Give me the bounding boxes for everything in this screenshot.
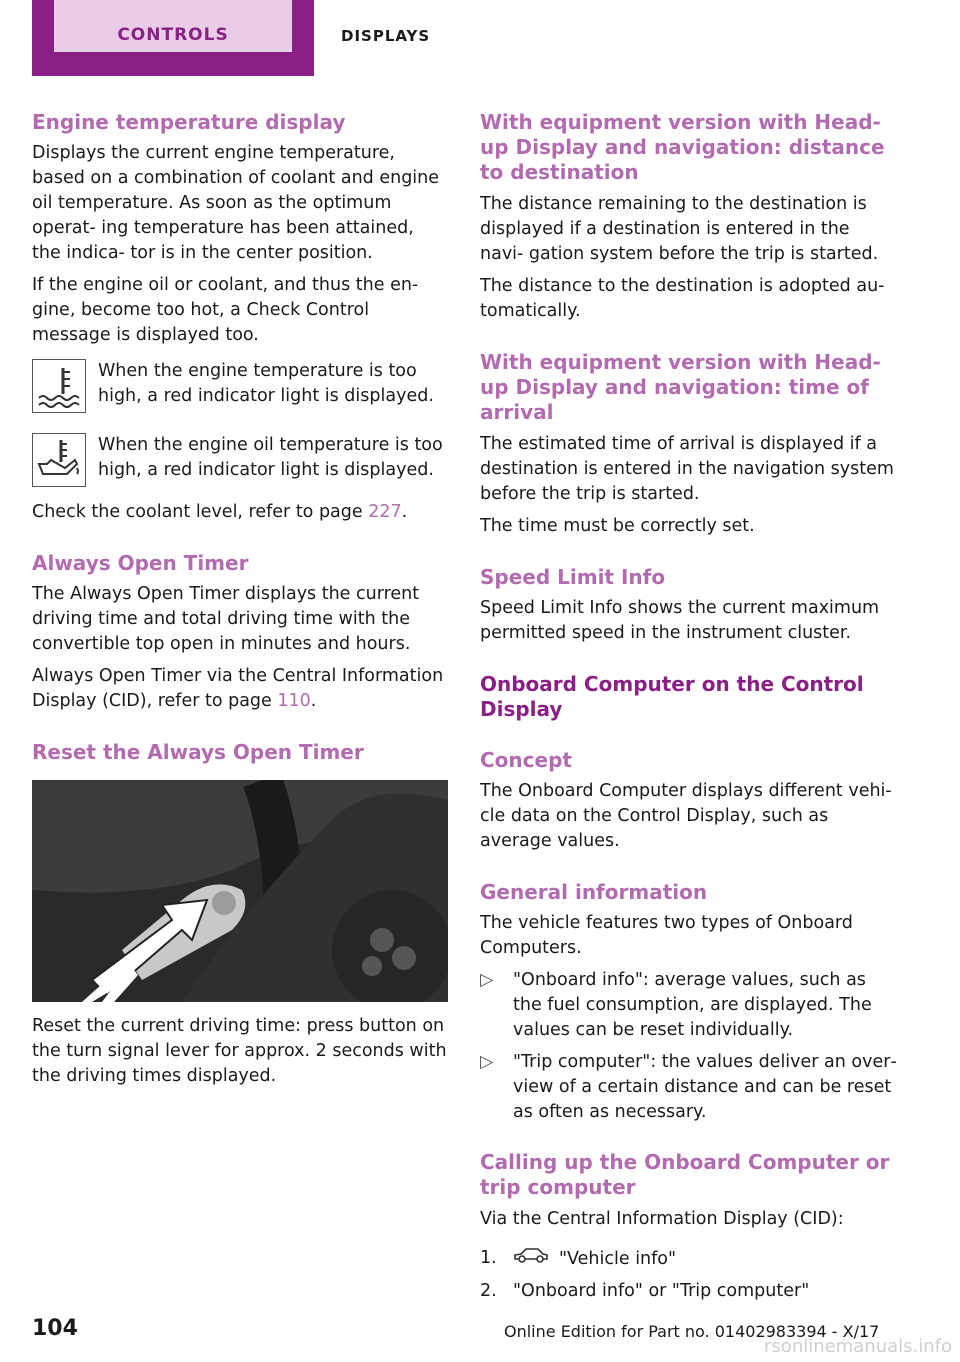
coolant-temperature-icon — [32, 359, 86, 413]
paragraph: Speed Limit Info shows the current maximum permitted speed in the instrument cluster. — [480, 598, 880, 643]
triangle-bullet-icon: ▷ — [480, 970, 494, 990]
oil-temperature-icon — [32, 433, 86, 487]
indicator-description: When the engine temperature is too high, a red indicator light is displayed. — [98, 361, 434, 406]
paragraph: The estimated time of arrival is displayed if a destination is entered in the navigation system before the trip is started. — [480, 434, 894, 504]
steering-wheel-photo — [32, 780, 448, 1002]
triangle-bullet-icon: ▷ — [480, 1052, 494, 1072]
heading-speed-limit-info: Speed Limit Info — [480, 565, 666, 589]
page-link-110[interactable]: 110 — [277, 691, 311, 711]
paragraph: The distance to the destination is adopted au‐ tomatically. — [480, 276, 885, 321]
indicator-oil-temp — [32, 433, 448, 487]
indicator-description: When the engine oil temperature is too high, a red indicator light is displayed. — [98, 435, 443, 480]
heading-calling-up: Calling up the Onboard Computer or trip computer — [480, 1150, 890, 1199]
paragraph-cid-ref: Always Open Timer via the Central Information Display (CID), refer to page 110. — [32, 666, 444, 711]
chapter-tab-label-box — [54, 0, 292, 52]
edition-footer: Online Edition for Part no. 01402983394 - X/17 — [504, 1322, 880, 1341]
right-column — [480, 110, 898, 1311]
paragraph: The Onboard Computer displays different vehi‐ cle data on the Control Display, such as average values. — [480, 781, 892, 851]
steps-list — [480, 1246, 898, 1304]
indicator-engine-temp — [32, 359, 448, 413]
paragraph: Displays the current engine temperature, based on a combination of coolant and engine oil temperature. As soon as the optimum operat‐ ing temperature has been attained, the indica‐ tor is in the center position. — [32, 143, 440, 263]
list-item: ▷ "Trip computer": the values deliver an over‐ view of a certain distance and can be reset as often as necessary. — [480, 1052, 897, 1122]
heading-always-open-timer: Always Open Timer — [32, 551, 249, 575]
bullet-list — [480, 968, 898, 1125]
watermark: rsonlinemanuals.info — [764, 1336, 952, 1357]
heading-onboard-computer: Onboard Computer on the Control Display — [480, 672, 864, 721]
heading-reset-timer: Reset the Always Open Timer — [32, 740, 364, 764]
paragraph: The vehicle features two types of Onboard Computers. — [480, 913, 853, 958]
paragraph: If the engine oil or coolant, and thus the en‐ gine, become too hot, a Check Control message is displayed too. — [32, 275, 419, 345]
paragraph: The Always Open Timer displays the current driving time and total driving time with the convertible top open in minutes and hours. — [32, 584, 420, 654]
heading-concept: Concept — [480, 748, 572, 772]
heading-time-of-arrival: With equipment version with Head-up Display and navigation: time of arrival — [480, 350, 881, 424]
left-column — [32, 110, 448, 1089]
section-tab-label: DISPLAYS — [341, 27, 431, 45]
heading-engine-temperature: Engine temperature display — [32, 110, 346, 134]
heading-distance-destination: With equipment version with Head-up Display and navigation: distance to destination — [480, 110, 885, 184]
chapter-tab — [32, 0, 314, 76]
paragraph: The time must be correctly set. — [480, 516, 755, 536]
paragraph: Via the Central Information Display (CID): — [480, 1209, 844, 1229]
paragraph: The distance remaining to the destination is displayed if a destination is entered in the navi‐ gation system before the trip is started. — [480, 194, 879, 264]
page-number: 104 — [32, 1316, 78, 1341]
heading-general-information: General information — [480, 880, 708, 904]
list-item: 1. "Vehicle info" — [480, 1246, 898, 1272]
list-item: ▷ "Onboard info": average values, such as the fuel consumption, are displayed. The values can be reset individually. — [480, 970, 872, 1040]
paragraph-coolant-ref: Check the coolant level, refer to page 227. — [32, 502, 408, 522]
page-link-227[interactable]: 227 — [368, 502, 402, 522]
list-item: 2. "Onboard info" or "Trip computer" — [480, 1281, 810, 1301]
car-icon — [513, 1246, 549, 1272]
chapter-tab-label: CONTROLS — [117, 25, 229, 45]
photo-caption: Reset the current driving time: press button on the turn signal lever for approx. 2 seconds with the driving times displayed. — [32, 1016, 447, 1086]
